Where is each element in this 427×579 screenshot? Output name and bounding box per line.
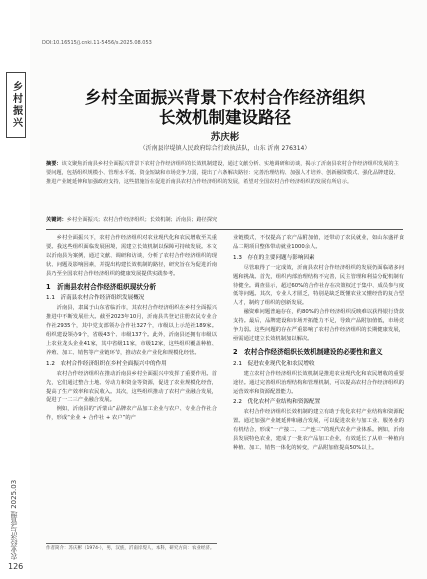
- abstract-text: 该文聚焦沂南县乡村全面振兴背景下农村合作经济组织的长效机制建设，通过文献分析、实地调研和访谈，揭示了沂南县农村合作经济组织发展的主要问题，包括组织规模小、管理水平低、资金短缺和市场竞争力弱，提出了六条解决路径：完善治理结构、加强人才培养、创新融资模式、强化品牌建设、推进产业链延伸和加强政府支持，这些措施旨在促进沂南县农村合作经济组织的发展，希望对全国农村合作经济组织的发展有所启示。: [46, 161, 399, 185]
- page-number: 126: [8, 562, 24, 571]
- keywords-text: 乡村全面振兴；农村合作经济组织；长效机制；沂南县；路径探究: [66, 217, 218, 223]
- body-paragraph: 农村合作经济组织长效机制的建立有助于优化农村产业结构和资源配置。通过加强产业链延伸和融合发展，可以促进农业与加工业、服务业的有机结合，形成“一产接二、二产连三”的现代农业产业体系。例如，沂南县发展特色农业，建成了一批农产品加工企业，有效延长了从单一种植向种植、加工、销售一体化的转变，产品附加值提高50%以上。: [233, 409, 404, 451]
- section-heading: 1 沂南县农村合作经济组织现状分析: [46, 282, 157, 291]
- body-paragraph: 尽管取得了一定成效，沂南县农村合作经济组织的发展仍面临诸多问题和挑战。首先，组织内部治理结构不完善，民主管理和利益分配机制有待健全。调查显示，超过60%的合作社存在决策权过于集中、成员参与度低等问题。其次，专业人才匮乏，特别是缺乏既懂农业又懂经营的复合型人才，制约了组织的创新发展。: [233, 264, 404, 307]
- body-paragraph: 农村合作经济组织在推动沂南县乡村全面振兴中发挥了重要作用。首先，它们通过整合土地、劳动力和资金等资源，促进了农业规模化经营，提高了生产效率和农民收入。其次，这些组织推动了农村产业融合发展，促进了一二三产业融合发展。: [46, 370, 217, 404]
- abstract: [46, 160, 403, 187]
- left-column: [46, 234, 217, 423]
- journal-vertical-label: 农业经济与管理 2025.03: [10, 479, 18, 560]
- article-title-line1: 乡村全面振兴背景下农村合作经济组织: [84, 88, 366, 107]
- intro-paragraph: 乡村全面振兴下，农村合作经济组织对农业现代化和农民增收至关重要。我这些组织面临发展困境，需建立长效机制以保障可持续发展。本文以沂南县为案例，通过文献、调研和访谈，分析了农村合作经济组织的现状、问题及影响因素，并提出构建长效机制的路径，研究旨在为促进沂南县乃至全国农村合作经济组织的健康发展提供实践参考。: [46, 235, 217, 277]
- author-affiliation: （沂南县岸堤镇人民政府综合行政执法队，山东 沂南 276314）: [139, 145, 311, 152]
- body-paragraph: 业链模式，不仅提高了农产品附加值，还带动了农民就业，如山东盛祥食品二期项目整体带动就业1000余人。: [233, 235, 404, 250]
- article-title-line2: 长效机制建设路径: [159, 108, 291, 127]
- keywords: [46, 216, 403, 223]
- body-paragraph: 沂南县，隶属于山东省临沂市，其农村合作经济组织在乡村全面振兴推进中不断发展壮大。截至2023年10月，沂南县共登记注册农民专业合作社2935个，其中党支部领办合作社327个，市级以上示范社189家。组织建设领办9个，省级43个、市级137个。此外，沂南县还拥有市级以上农业龙头企业41家，其中省级11家，市级12家，这些组织覆盖种植、养殖、加工、销售等产业链环节，推动农业产业化和规模化经营。: [46, 305, 217, 356]
- abstract-label: 摘要：: [46, 161, 62, 167]
- subsection-heading: 1.2 农村合作经济组织在乡村全面振兴中的作用: [46, 360, 167, 367]
- body-paragraph: 融资难问题普遍存在，约80%的合作经济组织反映难以获得银行贷款支持。最后，品牌建设和市场开拓能力不足，导致产品附加值低，市场竞争力弱。这些问题的存在严重影响了农村合作经济组织的长期健康发展，亟需通过建立长效机制加以解决。: [233, 309, 404, 342]
- subsection-heading: 1.3 存在的主要问题与影响因素: [233, 254, 315, 261]
- subsection-heading: 1.1 沂南县农村合作经济组织发展概况: [46, 295, 145, 302]
- doi-line: DOI:10.16515/j.cnki.11-5456/s.2025.08.053: [42, 40, 152, 46]
- author-footnote: 作者简介：苏庆彬（1974-），男，汉族，沂南岸堤人，本科，研究方向：农业经济。: [46, 543, 217, 553]
- header-divider: [46, 229, 403, 230]
- subsection-heading: 2.1 促进农业现代化和农民增收: [233, 360, 315, 367]
- subsection-heading: 2.2 优化农村产业结构和资源配置: [233, 399, 321, 406]
- body-paragraph: 例如，沂南县的“沂蒙山”品牌农产品加工企业与农户、专业合作社合作，形成“企业 + 合作社 + 农户”的产: [46, 406, 217, 422]
- section-heading: 2 农村合作经济组织长效机制建设的必要性和意义: [233, 347, 383, 356]
- sidebar-band: [0, 0, 30, 579]
- author-name: 苏庆彬: [210, 132, 240, 143]
- keywords-label: 关键词：: [46, 217, 67, 223]
- body-paragraph: 建立农村合作经济组织长效机制是推进农业现代化和农民增收的重要途径。通过完善组织治理结构和管理机制，可以提高农村合作经济组织的运营效率和资源配置能力。: [233, 370, 404, 395]
- section-label: 乡村振兴: [6, 72, 26, 138]
- right-column: [233, 234, 404, 453]
